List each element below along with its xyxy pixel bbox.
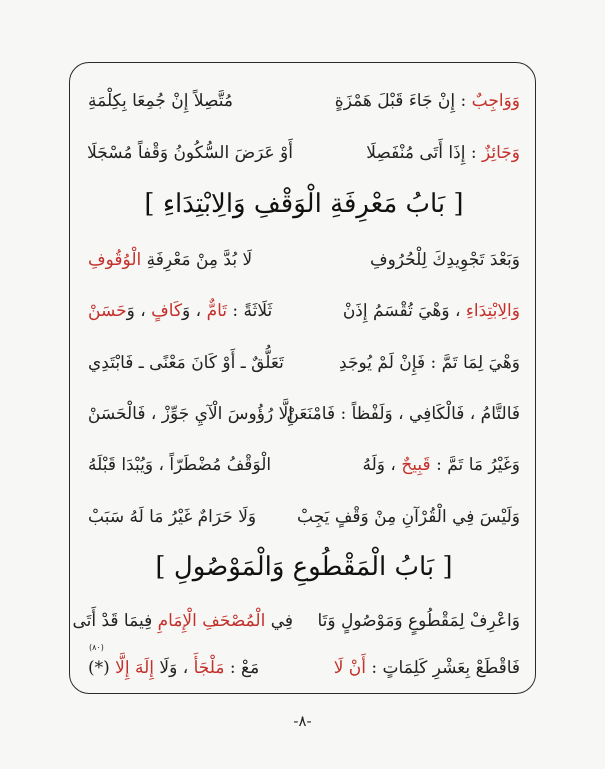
verse-9-text-c: فِيمَا قَدْ أَتَى: [72, 611, 158, 631]
verse-6-text: فَالتَّامُ ، فَالْكَافِي ، وَلَفْظاً : فَامْنَعَنْ: [286, 404, 520, 424]
verse-2-text: : إِذَا أَتَى مُنْفَصِلَا: [366, 143, 482, 163]
chapter-title-waqf: [ بَابُ مَعْرِفَةِ الْوَقْفِ وَالِابْتِدَاءِ ]: [144, 189, 464, 219]
verse-7-first-hemistich: [315, 450, 520, 480]
verse-10-text-b: مَعْ :: [224, 658, 260, 678]
verse-9-text-b: فِي: [265, 611, 293, 631]
verse-10-keyword-malja: مَلْجَأَ: [193, 658, 225, 678]
verse-8-text: وَلَيْسَ فِي الْقُرْآنِ مِنْ وَقْفٍ يَجِبْ: [297, 507, 520, 527]
verse-3-second-hemistich: [88, 245, 293, 275]
verse-1-text: : إِنْ جَاءَ قَبْلَ هَمْزَةٍ: [334, 91, 472, 111]
footnote-marker: (٨٠): [89, 643, 104, 652]
verse-10-footnote-ref: (*): [88, 658, 116, 678]
verse-3-first-hemistich: [315, 245, 520, 275]
verse-5: [88, 348, 520, 378]
verse-3-keyword: الْوُقُوفِ: [88, 250, 142, 270]
verse-6-second-hemistich: إِلَّا رُؤُوسَ الْآيِ جَوِّزْ ، فَالْحَسَنْ: [87, 404, 293, 424]
verse-5-text: وَهْيَ لِمَا تَمَّ : فَإِنْ لَمْ يُوجَدِ: [339, 353, 520, 373]
verse-3-text-b: لَا بُدَّ مِنْ مَعْرِفَةِ: [141, 250, 253, 270]
verse-2-first-hemistich: [315, 138, 520, 168]
verse-6: [88, 399, 520, 429]
verse-2-keyword: وَجَائِزٌ: [481, 143, 520, 163]
verse-10-keyword-ilah: إِلَهَ إِلَّا: [115, 658, 155, 678]
verse-10-text-c: ، وَلَا: [154, 658, 194, 678]
verse-5-second-hemistich: تَعَلُّقٌ ـ أَوْ كَانَ مَعْنًى ـ فَابْتَدِي: [88, 353, 284, 373]
verse-6-first-hemistich: [286, 399, 520, 429]
verse-1: [88, 86, 520, 116]
verse-10-text: فَاقْطَعْ بِعَشْرِ كَلِمَاتٍ :: [366, 658, 520, 678]
verse-4-sep-2: ، وَ: [126, 301, 152, 321]
page-number: -٨-: [293, 712, 312, 730]
verse-9-keyword: الْمُصْحَفِ الْإِمَامِ: [157, 611, 266, 631]
verse-2-second-hemistich: أَوْ عَرَضَ السُّكُونُ وَقْفاً مُسْجَلَا: [87, 143, 293, 163]
verse-4-keyword-taam: تَامٌّ: [206, 301, 227, 321]
verse-1-first-hemistich: [315, 86, 520, 116]
verse-10-keyword: أَنْ لَا: [333, 658, 367, 678]
verse-4-second-hemistich: [88, 296, 293, 326]
verse-4-sep-1: ، وَ: [182, 301, 207, 321]
verse-10-second-hemistich: [88, 653, 293, 683]
verse-7-text-b: ، وَلَهُ: [362, 455, 402, 475]
verse-7: [88, 450, 520, 480]
verse-1-keyword: وَوَاجِبٌ: [471, 91, 520, 111]
verse-3-text: وَبَعْدَ تَجْوِيدِكَ لِلْحُرُوفِ: [369, 250, 520, 270]
verse-9-text: وَاعْرِفْ لِمَقْطُوعٍ وَمَوْصُولٍ وَتَا: [317, 611, 520, 631]
verse-7-keyword: قَبِيحٌ: [401, 455, 431, 475]
verse-4-text-b: ثَلَاثَةً :: [227, 301, 273, 321]
verse-1-second-hemistich: مُتَّصِلاً إِنْ جُمِعَا بِكِلْمَةِ: [88, 91, 233, 111]
verse-7-text: وَغَيْرُ مَا تَمَّ :: [430, 455, 520, 475]
verse-4-keyword-kaaf: كَافٍ: [151, 301, 183, 321]
verse-7-second-hemistich: الْوَقْفُ مُضْطَرّاً ، وَيُبْدَا قَبْلَهُ: [88, 455, 272, 475]
verse-10-first-hemistich: [315, 653, 520, 683]
verse-8: [88, 502, 520, 532]
chapter-title-maqtu: [ بَابُ الْمَقْطُوعِ وَالْمَوْصُولِ ]: [155, 552, 453, 582]
verse-2: [88, 138, 520, 168]
verse-4-text: ، وَهْيَ تُقْسَمُ إِذَنْ: [342, 301, 466, 321]
verse-9-second-hemistich: [72, 606, 293, 636]
verse-8-first-hemistich: [297, 502, 520, 532]
verse-4-keyword: وَالِابْتِدَاءِ: [465, 301, 520, 321]
verse-8-second-hemistich: وَلَا حَرَامٌ غَيْرُ مَا لَهُ سَبَبْ: [88, 507, 257, 527]
verse-4-first-hemistich: [315, 296, 520, 326]
verse-10: [88, 653, 520, 683]
verse-9: [72, 606, 520, 636]
verse-4: [88, 296, 520, 326]
verse-3: [88, 245, 520, 275]
verse-9-first-hemistich: [315, 606, 520, 636]
verse-4-keyword-hasan: حَسَنْ: [88, 301, 127, 321]
verse-5-first-hemistich: [315, 348, 520, 378]
